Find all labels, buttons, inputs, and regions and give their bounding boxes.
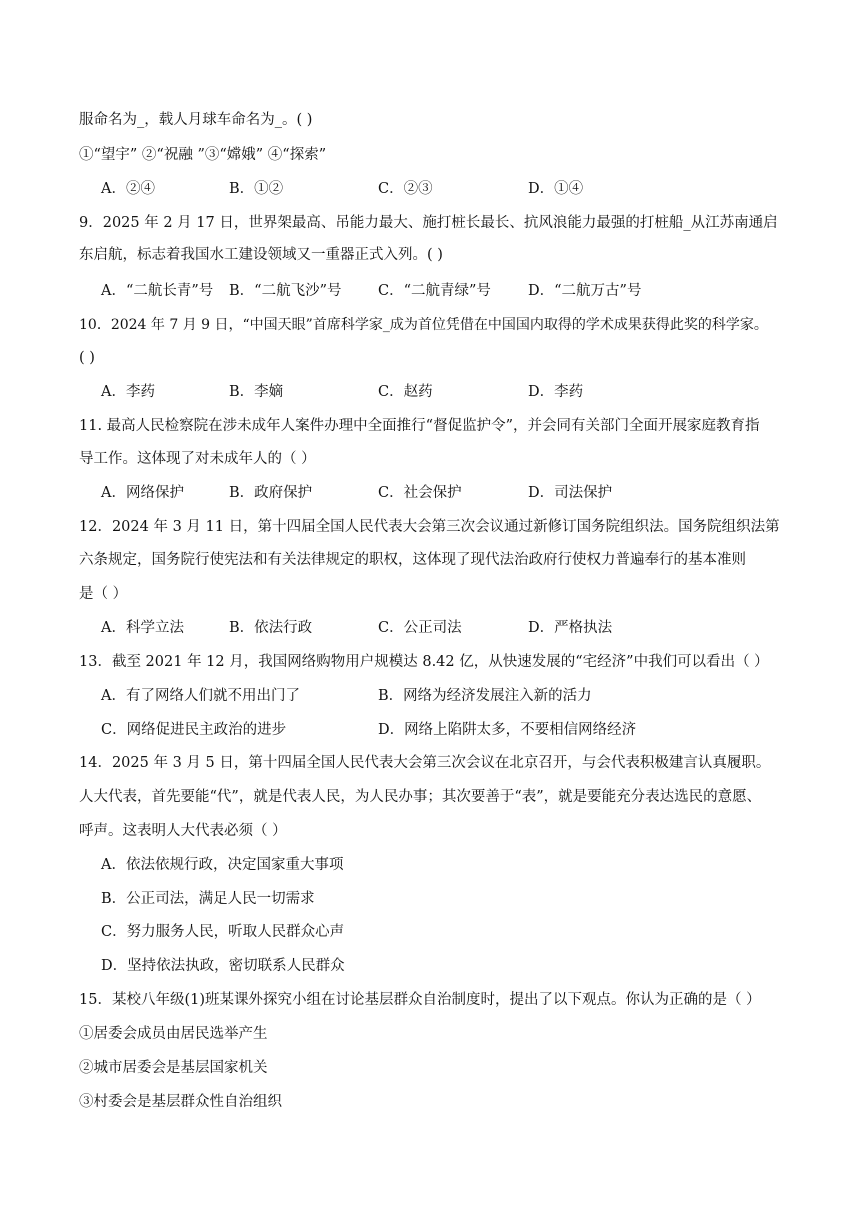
q8-option-d: D．①④ — [528, 181, 584, 197]
q11-option-d: D．司法保护 — [528, 485, 613, 501]
q14-line-1: 14．2025 年 3 月 5 日，第十四届全国人民代表大会第三次会议在北京召开，与会代表积极建言认真履职。 — [79, 755, 771, 771]
q13-line-1: 13．截至 2021 年 12 月，我国网络购物用户规模达 8.42 亿，从快速发展的“宅经济”中我们可以看出（ ） — [79, 654, 769, 670]
q14-line-3: 呼声。这表明人大代表必须（ ） — [79, 823, 287, 839]
q8-items: ①“望宇” ②“祝融 ”③“嫦娥” ④“探索” — [79, 147, 327, 163]
q13-option-a: A．有了网络人们就不用出门了 — [101, 688, 300, 704]
q9-option-d: D．“二航万古”号 — [528, 283, 642, 299]
q14-option-c: C．努力服务人民，听取人民群众心声 — [101, 924, 345, 940]
q14-option-a: A．依法依规行政，决定国家重大事项 — [101, 857, 344, 873]
q9-line-1: 9．2025 年 2 月 17 日，世界架最高、吊能力最大、施打桩长最长、抗风浪能力最强的打桩船_从江苏南通启 — [79, 215, 778, 231]
q8-option-c: C．②③ — [378, 181, 433, 197]
q14-option-d: D．坚持依法执政，密切联系人民群众 — [101, 958, 345, 974]
q10-option-c: C．赵药 — [378, 384, 433, 400]
q15-statement-2: ②城市居委会是基层国家机关 — [79, 1060, 268, 1076]
q14-option-b: B．公正司法，满足人民一切需求 — [101, 891, 315, 907]
q13-option-d: D．网络上陷阱太多，不要相信网络经济 — [378, 722, 637, 738]
q12-option-b: B．依法行政 — [229, 620, 313, 636]
q8-option-b: B．①② — [229, 181, 284, 197]
q11-line-2: 导工作。这体现了对未成年人的（ ） — [79, 451, 316, 467]
q9-option-b: B．“二航飞沙”号 — [229, 283, 342, 299]
q12-line-1: 12．2024 年 3 月 11 日，第十四届全国人民代表大会第三次会议通过新修订国务院组织法。国务院组织法第 — [79, 519, 780, 535]
q9-line-2: 东启航，标志着我国水工建设领域又一重器正式入列。( ) — [79, 247, 443, 263]
q10-option-b: B．李嫡 — [229, 384, 284, 400]
q8-continuation: 服命名为_，载人月球车命名为_。( ) — [79, 112, 313, 128]
q8-option-a: A．②④ — [101, 181, 155, 197]
q11-option-a: A．网络保护 — [101, 485, 184, 501]
q13-option-c: C．网络促进民主政治的进步 — [101, 722, 287, 738]
q10-option-a: A．李药 — [101, 384, 155, 400]
q14-line-2: 人大代表，首先要能“代”，就是代表人民，为人民办事；其次要善于“表”，就是要能充分表达选民的意愿、 — [79, 789, 762, 805]
q10-line-1: 10．2024 年 7 月 9 日，“中国天眼”首席科学家_成为首位凭借在中国国内取得的学术成果获得此奖的科学家。 — [79, 317, 768, 333]
q13-option-b: B．网络为经济发展注入新的活力 — [378, 688, 592, 704]
q15-statement-1: ①居委会成员由居民选举产生 — [79, 1026, 268, 1042]
q12-option-d: D．严格执法 — [528, 620, 613, 636]
q15-statement-3: ③村委会是基层群众性自治组织 — [79, 1094, 282, 1110]
q9-option-c: C．“二航青绿”号 — [378, 283, 491, 299]
q11-option-c: C．社会保护 — [378, 485, 462, 501]
q12-line-2: 六条规定，国务院行使宪法和有关法律规定的职权，这体现了现代法治政府行使权力普遍奉行的基本准则 — [79, 552, 746, 568]
q10-line-2: ( ) — [79, 350, 95, 366]
q9-option-a: A．“二航长青”号 — [101, 283, 214, 299]
q12-line-3: 是（ ） — [79, 586, 128, 602]
q12-option-a: A．科学立法 — [101, 620, 184, 636]
q11-line-1: 11. 最高人民检察院在涉未成年人案件办理中全面推行“督促监护令”，并会同有关部门全面开展家庭教育指 — [79, 418, 760, 434]
q15-line-1: 15．某校八年级(1)班某课外探究小组在讨论基层群众自治制度时，提出了以下观点。你认为正确的是（ ） — [79, 992, 761, 1008]
q11-option-b: B．政府保护 — [229, 485, 313, 501]
q12-option-c: C．公正司法 — [378, 620, 462, 636]
q10-option-d: D．李药 — [528, 384, 584, 400]
